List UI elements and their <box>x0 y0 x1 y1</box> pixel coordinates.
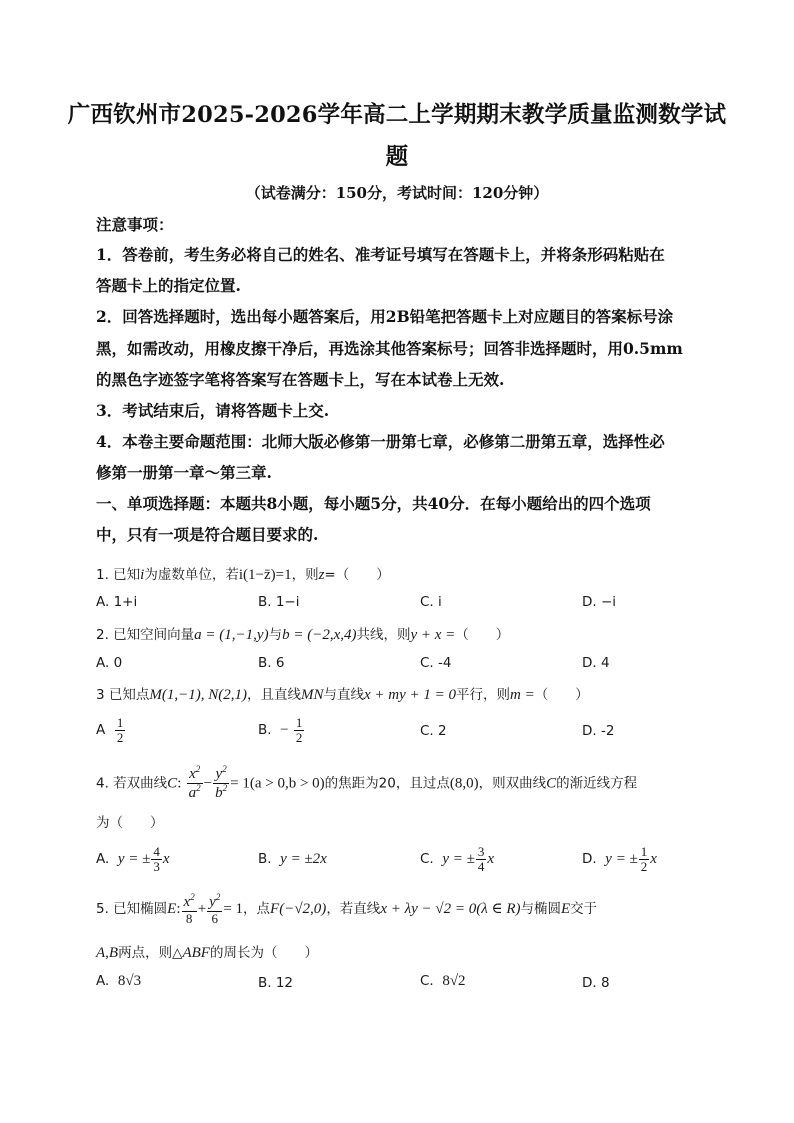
notice-line: 2．回答选择题时，选出每小题答案后，用2B铅笔把答题卡上对应题目的答案标号涂 <box>96 307 674 326</box>
math-expression: x + λy − √2 = 0(λ ∈ R) <box>380 901 521 918</box>
option-label: A. <box>96 851 110 868</box>
question-text: 的周长为（ ） <box>209 945 318 961</box>
math-expression: = 1(a > 0,b > 0) <box>230 775 325 792</box>
question-text: 为虚数单位，若 <box>144 567 239 583</box>
fraction <box>294 716 305 744</box>
option-c: C. 2 <box>420 723 447 739</box>
page-title-continued: 题 <box>385 144 409 170</box>
question-text: 平行，则 <box>456 687 511 703</box>
option-d: D. -2 <box>582 723 615 739</box>
question-text: 两点，则△ <box>118 945 183 961</box>
option-label: A. <box>96 973 110 989</box>
math-var: A,B <box>96 945 119 961</box>
question-3 <box>96 683 589 704</box>
option-d: D. 4 <box>582 655 610 671</box>
question-5-continued <box>96 941 318 962</box>
question-text: 共线，则 <box>356 627 411 643</box>
option-d: D. −i <box>582 594 617 610</box>
question-text: 的焦距为20，且过点 <box>324 775 450 792</box>
exam-info-subtitle: （试卷满分：150分，考试时间：120分钟） <box>245 184 549 202</box>
option-c: C. i <box>420 594 442 610</box>
math-var: m = <box>510 687 535 703</box>
math-expression: y = ±2x <box>280 851 327 867</box>
fraction: $\frac{y^2}{6}$ <box>209 892 221 926</box>
numerator: 4 <box>153 844 160 859</box>
notice-line: 4．本卷主要命题范围：北师大版必修第一册第七章，必修第二册第五章，选择性必 <box>96 432 665 451</box>
math-var: z <box>318 567 325 583</box>
fraction <box>151 845 162 873</box>
fraction: $\frac{x^2}{a^2}$ <box>188 764 201 801</box>
question-text: 5. 已知椭圆 <box>96 901 168 918</box>
question-1 <box>96 563 390 584</box>
option-b: B. 12 <box>258 975 294 991</box>
notice-line: 修第一册第一章～第三章. <box>96 463 272 482</box>
question-4: 4. 若双曲线C: $\frac{x^2}{a^2}$ − $\frac{y^2}{b^2}$ = 1(a > 0,b > 0)的焦距为20，且过点(8,0)，则双曲线C的渐近线方程 <box>96 764 638 801</box>
notice-line: 的黑色字迹签字笔将答案写在答题卡上，写在本试卷上无效. <box>96 370 505 389</box>
question-text: 3 已知点 <box>96 687 150 703</box>
question-2 <box>96 623 509 644</box>
question-text: 与直线 <box>323 687 364 703</box>
fraction <box>476 845 487 873</box>
notice-heading: 注意事项： <box>96 215 174 234</box>
option-b <box>258 851 327 868</box>
fraction: $\frac{x^2}{8}$ <box>183 892 195 926</box>
question-text: =（ ） <box>324 567 390 583</box>
question-text: 与椭圆 <box>520 901 561 918</box>
notice-line: 黑，如需改动，用橡皮擦干净后，再选涂其他答案标号；回答非选择题时，用0.5mm <box>96 339 683 358</box>
option-label: D. <box>582 851 597 868</box>
option-a <box>96 845 170 873</box>
math-expression: = 1 <box>223 901 244 918</box>
math-var: x <box>162 851 170 868</box>
option-c <box>420 973 466 990</box>
question-text: 4. 若双曲线 <box>96 775 168 792</box>
math-expression: b = (−2,x,4) <box>282 627 357 643</box>
denominator: 2 <box>640 858 648 874</box>
question-text: ，则 <box>291 567 319 583</box>
math-expression: a = (1,−1,y) <box>194 627 269 643</box>
math-expression: y = ± <box>117 851 151 868</box>
math-expression: F(−√2,0) <box>270 901 327 918</box>
section-heading: 一、单项选择题：本题共8小题，每小题5分，共40分．在每小题给出的四个选项 <box>96 494 651 513</box>
notice-line: 答题卡上的指定位置. <box>96 276 241 295</box>
numerator: 1 <box>295 715 303 730</box>
option-label: A <box>96 722 106 739</box>
math-var: i <box>140 567 145 583</box>
option-a: A. 0 <box>96 655 123 671</box>
question-text: 2. 已知空间向量 <box>96 627 195 643</box>
option-label: C. <box>420 851 434 868</box>
question-text: 交于 <box>570 901 598 918</box>
question-4-continued: 为（ ） <box>96 815 164 831</box>
math-expression: x + my + 1 = 0 <box>364 687 457 703</box>
fraction <box>115 716 126 744</box>
question-text: 与 <box>268 627 283 643</box>
denominator: 2 <box>116 729 124 745</box>
math-expression: y = ± <box>442 851 475 868</box>
option-label: B. <box>258 851 272 867</box>
notice-line: 1．答卷前，考生务必将自己的姓名、准考证号填写在答题卡上，并将条形码粘贴在 <box>96 245 665 264</box>
numerator: 3 <box>477 844 485 859</box>
question-text: （ ） <box>455 627 510 643</box>
option-a <box>96 973 141 990</box>
math-var: x <box>487 851 494 868</box>
question-text: 1. 已知 <box>96 567 141 583</box>
option-a: A. 1+i <box>96 594 138 610</box>
numerator: 1 <box>640 844 648 859</box>
option-b: B. 1−i <box>258 594 300 610</box>
option-b: B. 6 <box>258 655 285 671</box>
fraction: $\frac{y^2}{b^2}$ <box>215 764 228 801</box>
math-expression: 8√3 <box>117 973 142 989</box>
math-expression: y = ± <box>605 851 638 868</box>
math-expression: i(1−z̄)=1 <box>238 567 292 583</box>
question-text: ，若直线 <box>326 901 381 918</box>
denominator: 3 <box>153 858 160 874</box>
option-a <box>96 716 126 744</box>
section-heading-continued: 中，只有一项是符合题目要求的. <box>96 525 319 544</box>
math-var: x <box>650 851 657 868</box>
question-text: 的渐近线方程 <box>556 775 638 792</box>
question-text: （ ） <box>534 687 589 703</box>
denominator: 4 <box>477 858 485 874</box>
page-title: 广西钦州市2025-2026学年高二上学期期末教学质量监测数学试 <box>67 102 727 128</box>
option-c <box>420 845 494 873</box>
option-d: D. 8 <box>582 975 610 991</box>
option-c: C. -4 <box>420 655 452 671</box>
notice-line: 3．考试结束后，请将答题卡上交. <box>96 401 330 420</box>
math-expression: M(1,−1), N(2,1) <box>149 687 247 703</box>
minus-sign: − <box>280 722 289 739</box>
option-d <box>582 845 657 873</box>
math-expression: (8,0) <box>449 775 479 792</box>
math-expression: 8√2 <box>442 973 466 989</box>
option-label: B. <box>258 722 272 739</box>
math-expression: y + x = <box>410 627 456 643</box>
denominator: 2 <box>295 729 303 745</box>
question-5: 5. 已知椭圆E: $\frac{x^2}{8}$ + $\frac{y^2}{6}$ = 1，点F(−√2,0)，若直线x + λy − √2 = 0(λ ∈ R)与椭圆E交于 <box>96 892 598 926</box>
math-var: E <box>167 901 177 918</box>
question-text: ，则双曲线 <box>478 775 547 792</box>
math-var: C <box>167 775 178 792</box>
option-b <box>258 716 305 744</box>
math-var: MN <box>301 687 324 703</box>
option-label: C. <box>420 973 434 989</box>
question-text: ，点 <box>243 901 271 918</box>
question-text: ，且直线 <box>247 687 301 703</box>
fraction <box>639 845 650 873</box>
numerator: 1 <box>116 715 124 730</box>
math-var: E <box>560 901 571 918</box>
math-var: ABF <box>182 945 210 961</box>
math-var: C <box>546 775 557 792</box>
